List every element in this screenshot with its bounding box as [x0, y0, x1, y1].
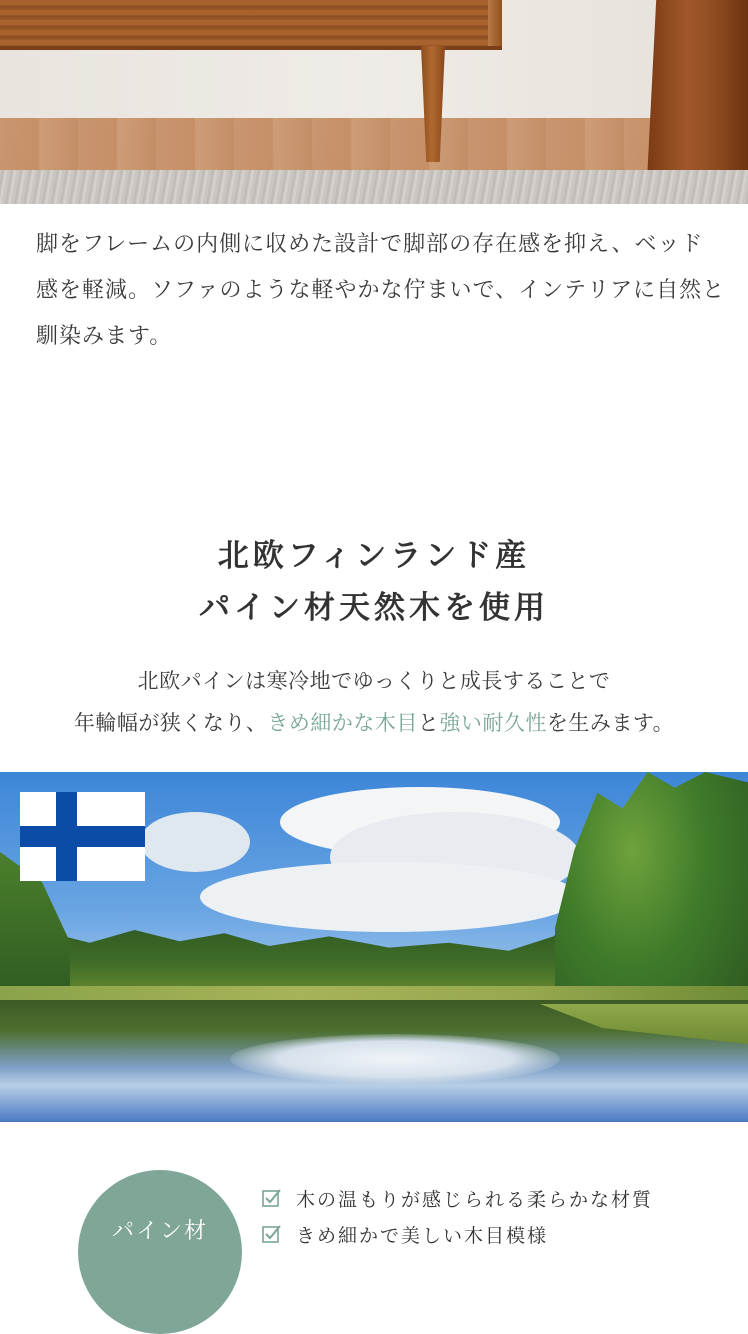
check-box-icon [262, 1224, 282, 1244]
check-box-icon [262, 1188, 282, 1208]
highlight-fine-grain: きめ細かな木目 [267, 711, 418, 735]
section-title-line2: パイン材天然木を使用 [199, 590, 549, 626]
bed-frame [0, 0, 502, 50]
rug [0, 170, 748, 204]
subtext-line1: 北欧パインは寒冷地でゆっくりと成長することで [137, 669, 611, 693]
product-photo [0, 0, 748, 204]
subtext-line2-before: 年輪幅が狭くなり、 [73, 711, 268, 735]
cloud [140, 812, 250, 872]
section-title-line1: 北欧フィンランド産 [217, 538, 531, 574]
finland-flag-icon [20, 792, 145, 881]
photo-floor [0, 118, 748, 178]
cloud [200, 862, 580, 932]
cloud-reflection [230, 1034, 560, 1084]
material-badge-label: パイン材 [111, 1219, 208, 1244]
feature-list [262, 1180, 732, 1252]
section-subtext [0, 660, 748, 744]
description-text: 脚をフレームの内側に収めた設計で脚部の存在感を抑え、ベッド感を軽減。ソファのような軽やかな佇まいで、インテリアに自然と馴染みます。 [36, 232, 726, 349]
subtext-line2 [0, 702, 748, 744]
bed-frame-edge [488, 0, 502, 46]
flag-cross-horizontal [20, 826, 145, 847]
highlight-durability: 強い耐久性 [439, 711, 547, 735]
subtext-line2-mid: と [417, 711, 440, 735]
material-badge [78, 1170, 242, 1334]
feature-item-text: きめ細かで美しい木目模様 [296, 1224, 549, 1247]
feature-item [262, 1216, 732, 1252]
subtext-line2-after: を生みます。 [546, 711, 675, 735]
section-title [0, 530, 748, 634]
feature-item [262, 1180, 732, 1216]
feature-item-text: 木の温もりが感じられる柔らかな材質 [296, 1188, 654, 1211]
